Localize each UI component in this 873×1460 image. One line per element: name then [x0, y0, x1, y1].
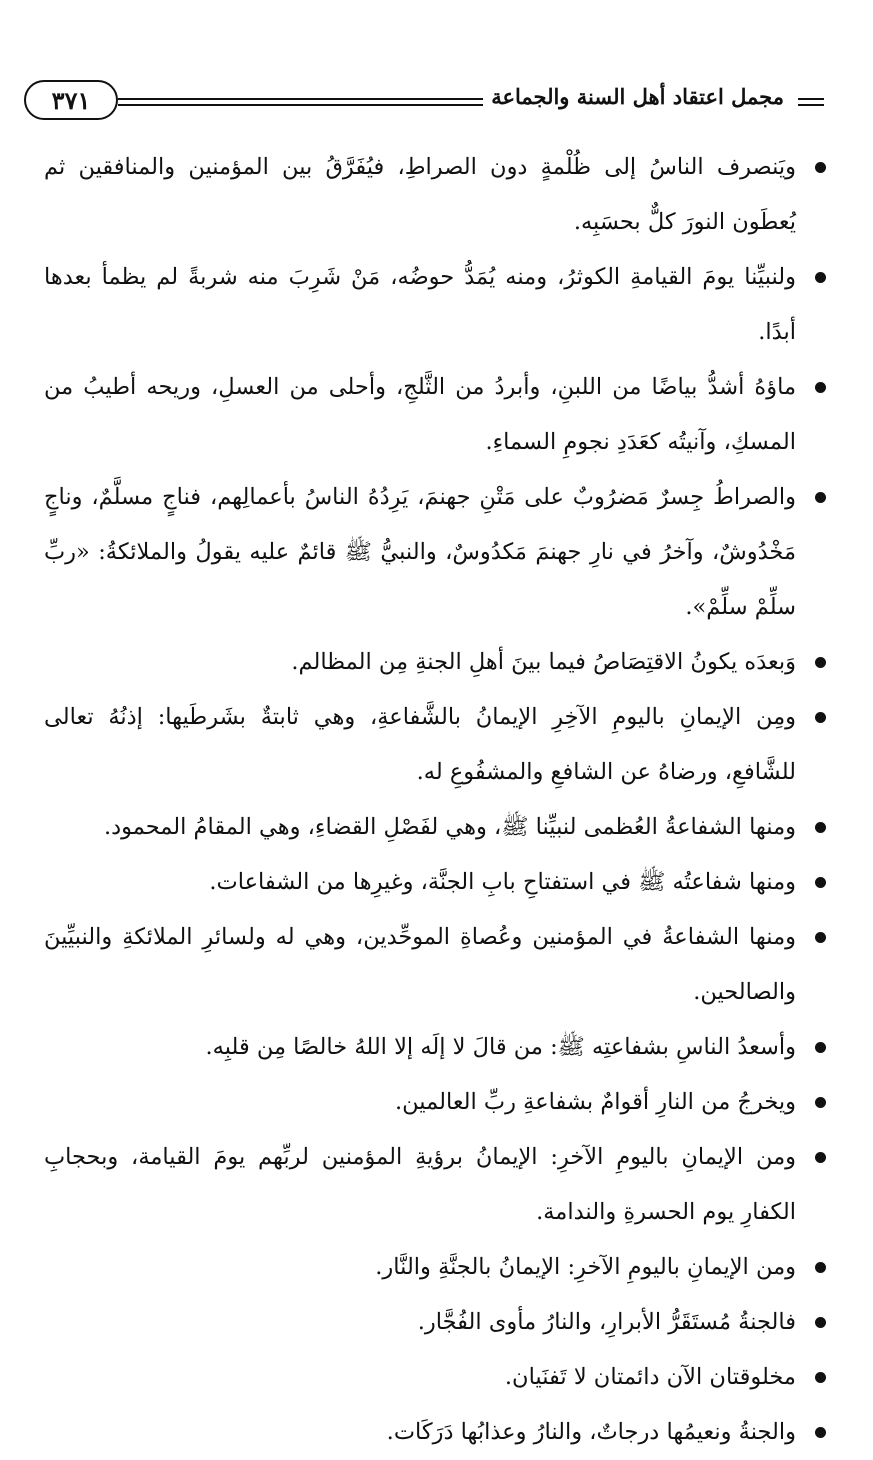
bullet-icon — [815, 162, 826, 173]
list-item: ومِن الإيمانِ باليومِ الآخِرِ الإيمانُ بالشَّفاعةِ، وهي ثابتةٌ بشَرطَيها: إذنُهُ تعالى للشَّافعِ، ورضاهُ عن الشافعِ والمشفُوعِ له. — [44, 690, 830, 800]
bullet-icon — [815, 1317, 826, 1328]
list-item: ومنها شفاعتُه ﷺ في استفتاحِ بابِ الجنَّة، وغيرِها من الشفاعات. — [44, 855, 830, 910]
bullet-icon — [815, 1262, 826, 1273]
list-item: ومن الإيمانِ باليومِ الآخرِ: الإيمانُ برؤيةِ المؤمنين لربِّهم يومَ القيامة، وبحجابِ الكفارِ يوم الحسرةِ والندامة. — [44, 1130, 830, 1240]
page-number: ٣٧١ — [24, 80, 118, 120]
header-rule — [798, 98, 824, 100]
list-item: ومنها الشفاعةُ في المؤمنين وعُصاةِ الموحِّدين، وهي له ولسائرِ الملائكةِ والنبيِّينَ والصالحين. — [44, 910, 830, 1020]
bullet-icon — [815, 272, 826, 283]
bullet-icon — [815, 492, 826, 503]
list-item: وأسعدُ الناسِ بشفاعتِه ﷺ: من قالَ لا إلَه إلا اللهُ خالصًا مِن قلبِه. — [44, 1020, 830, 1075]
bullet-list — [44, 140, 830, 1460]
bullet-icon — [815, 657, 826, 668]
bullet-icon — [815, 822, 826, 833]
bullet-icon — [815, 877, 826, 888]
list-item: والصراطُ جِسرٌ مَضرُوبٌ على مَتْنِ جهنمَ، يَرِدُهُ الناسُ بأعمالِهم، فناجٍ مسلَّمٌ، وناجٍ مَخْدُوشٌ، وآخرُ في نارِ جهنمَ مَكدُوسٌ، والنبيُّ ﷺ قائمٌ عليه يقولُ والملائكةُ: «ربِّ سلِّمْ سلِّمْ». — [44, 470, 830, 635]
list-item: ومنها الشفاعةُ العُظمى لنبيِّنا ﷺ، وهي لفَصْلِ القضاءِ، وهي المقامُ المحمود. — [44, 800, 830, 855]
bullet-icon — [815, 712, 826, 723]
list-item: مخلوقتان الآن دائمتان لا تَفنَيان. — [44, 1350, 830, 1405]
bullet-icon — [815, 1152, 826, 1163]
list-item: وَبعدَه يكونُ الاقتِصَاصُ فيما بينَ أهلِ الجنةِ مِن المظالم. — [44, 635, 830, 690]
running-title: مجمل اعتقاد أهل السنة والجماعة — [483, 84, 792, 109]
list-item: ماؤهُ أشدُّ بياضًا من اللبنِ، وأبردُ من الثَّلجِ، وأحلى من العسلِ، وريحه أطيبُ من المسكِ، وآنيتُه كعَدَدِ نجومِ السماءِ. — [44, 360, 830, 470]
list-item: والجنةُ ونعيمُها درجاتٌ، والنارُ وعذابُها دَرَكَات. — [44, 1405, 830, 1460]
list-item: ويَنصرف الناسُ إلى ظُلْمةٍ دون الصراطِ، فيُفَرَّقُ بين المؤمنين والمنافقين ثم يُعطَون النورَ كلٌّ بحسَبِه. — [44, 140, 830, 250]
bullet-icon — [815, 1097, 826, 1108]
list-item: فالجنةُ مُستَقَرُّ الأبرارِ، والنارُ مأوى الفُجَّار. — [44, 1295, 830, 1350]
bullet-icon — [815, 382, 826, 393]
page-header — [24, 80, 824, 124]
bullet-icon — [815, 1042, 826, 1053]
bullet-icon — [815, 932, 826, 943]
page-body — [44, 140, 830, 1460]
header-rule — [798, 104, 824, 106]
bullet-icon — [815, 1372, 826, 1383]
list-item: ويخرجُ من النارِ أقوامٌ بشفاعةِ ربِّ العالمين. — [44, 1075, 830, 1130]
bullet-icon — [815, 1427, 826, 1438]
list-item: ومن الإيمانِ باليومِ الآخرِ: الإيمانُ بالجنَّةِ والنَّار. — [44, 1240, 830, 1295]
list-item: ولنبيِّنا يومَ القيامةِ الكوثرُ، ومنه يُمَدُّ حوضُه، مَنْ شَرِبَ منه شربةً لم يظمأ بعدها أبدًا. — [44, 250, 830, 360]
